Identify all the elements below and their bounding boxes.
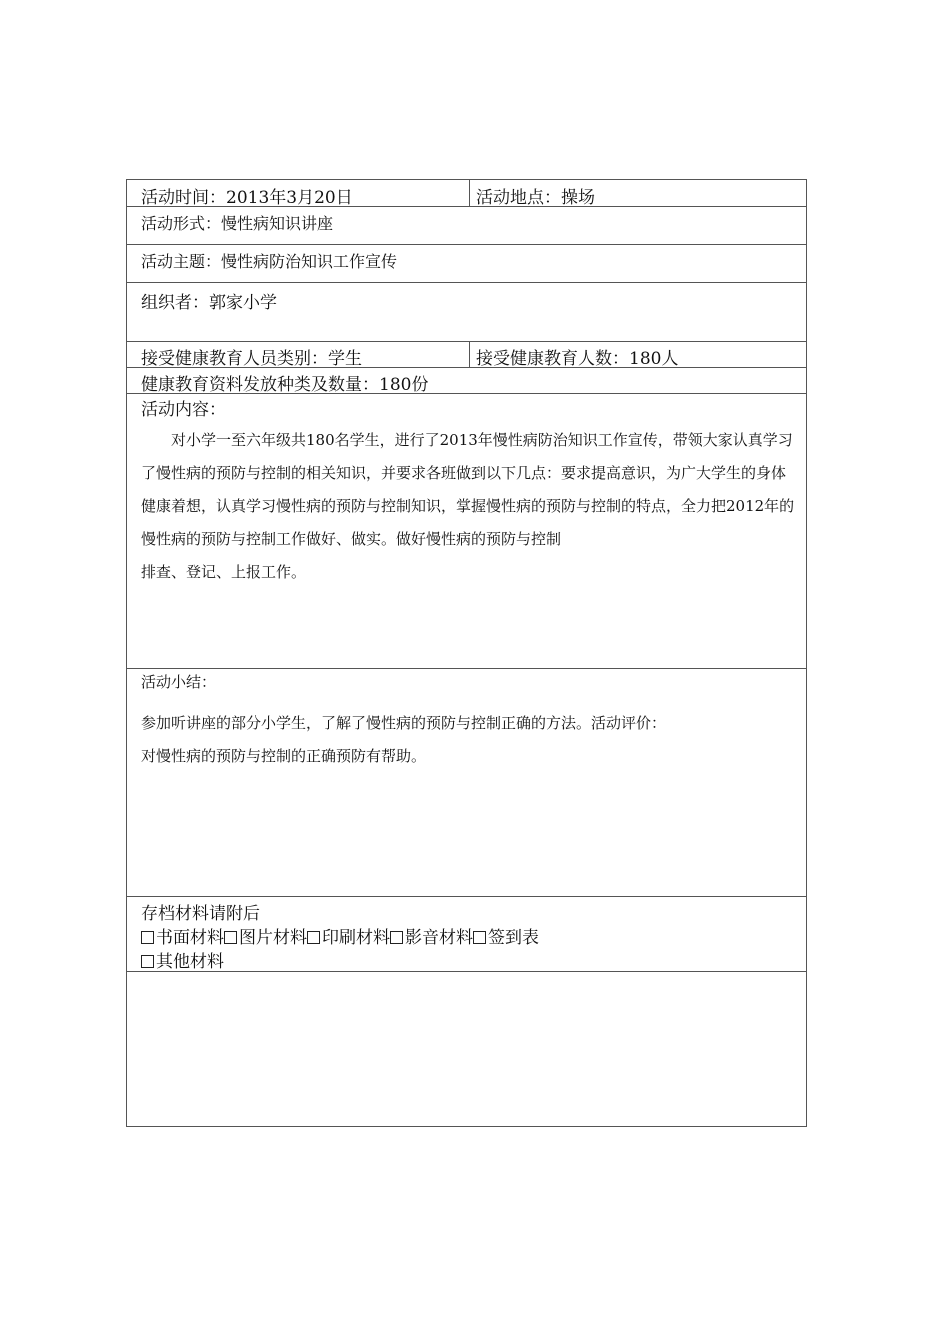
checkbox-icon[interactable]: [141, 955, 154, 968]
option-sign-in-sheet[interactable]: 签到表: [473, 923, 539, 948]
row-time-location: [127, 180, 806, 207]
row-materials: [127, 368, 806, 394]
checkbox-icon[interactable]: [224, 931, 237, 944]
row-archive: [127, 897, 806, 972]
row-theme: [127, 245, 806, 283]
summary-line1: 参加听讲座的部分小学生，了解了慢性病的预防与控制正确的方法。活动评价：: [141, 714, 667, 732]
activity-time: 活动时间：2013年3月20日: [141, 188, 353, 208]
row-content: [127, 394, 806, 669]
checkbox-icon[interactable]: [307, 931, 320, 944]
archive-options: [141, 923, 539, 948]
option-audiovisual-materials[interactable]: 影音材料: [390, 923, 473, 948]
row-organizer: [127, 283, 806, 342]
summary-label: 活动小结：: [141, 673, 217, 691]
option-written-materials[interactable]: 书面材料: [141, 923, 224, 948]
summary-line2: 对慢性病的预防与控制的正确预防有帮助。: [141, 747, 427, 765]
checkbox-icon[interactable]: [141, 931, 154, 944]
activity-theme: 活动主题：慢性病防治知识工作宣传: [141, 252, 398, 271]
row-blank: [127, 972, 806, 1127]
option-printed-materials[interactable]: 印刷材料: [307, 923, 390, 948]
archive-title: 存档材料请附后: [141, 904, 260, 924]
activity-record-form: [126, 179, 807, 1127]
materials-distributed: 健康教育资料发放种类及数量：180份: [141, 375, 429, 395]
row-audience: [127, 342, 806, 368]
time-cell: [127, 180, 469, 206]
checkbox-icon[interactable]: [473, 931, 486, 944]
content-body: [141, 424, 800, 589]
archive-other: [141, 947, 224, 972]
content-paragraph: 对小学一至六年级共180名学生，进行了2013年慢性病防治知识工作宣传，带领大家认真学习了慢性病的预防与控制的相关知识，并要求各班做到以下几点：要求提高意识，为广大学生的身体健康着想，认真学习慢性病的预防与控制知识，掌握慢性病的预防与控制的特点，全力把2012年的慢性病的预防与控制工作做好、做实。做好慢性病的预防与控制: [141, 431, 795, 548]
row-summary: [127, 669, 806, 897]
checkbox-icon[interactable]: [390, 931, 403, 944]
audience-type: 接受健康教育人员类别：学生: [141, 349, 362, 369]
option-other-materials[interactable]: 其他材料: [141, 947, 224, 972]
row-form: [127, 207, 806, 245]
location-cell: [469, 180, 806, 206]
organizer: 组织者：郭家小学: [141, 293, 277, 313]
audience-count: 接受健康教育人数：180人: [476, 349, 679, 369]
audience-type-cell: [127, 342, 469, 367]
option-picture-materials[interactable]: 图片材料: [224, 923, 307, 948]
content-label: 活动内容：: [141, 400, 226, 420]
activity-form: 活动形式：慢性病知识讲座: [141, 214, 334, 233]
activity-location: 活动地点：操场: [476, 188, 595, 208]
audience-count-cell: [469, 342, 806, 367]
content-line2: 排查、登记、上报工作。: [141, 563, 307, 581]
